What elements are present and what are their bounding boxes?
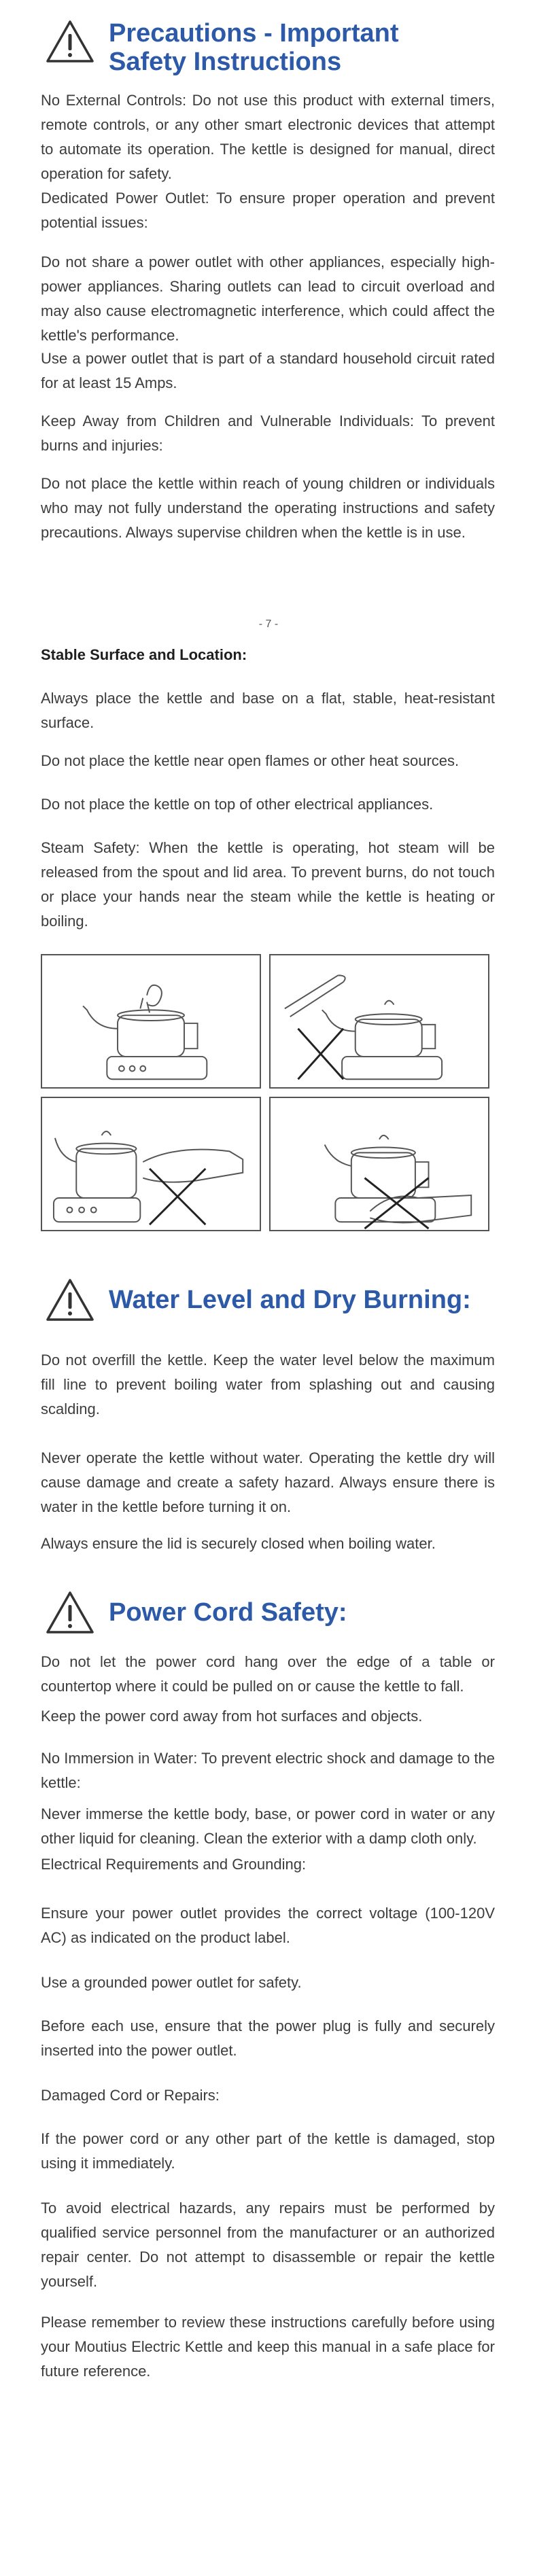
illustration-panel [41,954,261,1089]
paragraph: Steam Safety: When the kettle is operating, hot steam will be released from the spout and lid area. To prevent burns, do not touch or place your hands near the steam while the kettle is heating or boiling. [41,839,495,930]
paragraph: Damaged Cord or Repairs: [41,2087,220,2104]
paragraph: Do not place the kettle on top of other electrical appliances. [41,796,434,813]
illustration-panel [269,1097,489,1231]
warning-triangle-icon [45,1590,95,1635]
paragraph: Keep the power cord away from hot surfaces and objects. [41,1708,423,1725]
paragraph: Dedicated Power Outlet: To ensure proper operation and prevent potential issues: [41,190,495,231]
illustration-panel [269,954,489,1089]
section-title: Water Level and Dry Burning: [109,1286,471,1314]
illustration-panel [41,1097,261,1231]
paragraph: Please remember to review these instructions carefully before using your Moutius Electric Kettle and keep this manual in a safe place for future reference. [41,2314,495,2380]
subheading-stable-surface: Stable Surface and Location: [41,646,247,663]
paragraph: Do not share a power outlet with other appliances, especially high-power appliances. Sharing outlets can lead to circuit overload and may also cause electromagnetic interference, which could affect the kettle's performance. [41,253,495,344]
paragraph: Use a power outlet that is part of a standard household circuit rated for at least 15 Amps. [41,350,495,391]
paragraph: No Immersion in Water: To prevent electric shock and damage to the kettle: [41,1750,495,1791]
paragraph: Before each use, ensure that the power plug is fully and securely inserted into the power outlet. [41,2017,495,2059]
paragraph: Ensure your power outlet provides the correct voltage (100-120V AC) as indicated on the product label. [41,1905,495,1946]
paragraph: Do not overfill the kettle. Keep the water level below the maximum fill line to prevent boiling water from splashing out and causing scalding. [41,1352,495,1417]
paragraph: If the power cord or any other part of the kettle is damaged, stop using it immediately. [41,2130,495,2172]
paragraph: Do not place the kettle near open flames or other heat sources. [41,752,460,769]
paragraph: No External Controls: Do not use this product with external timers, remote controls, or any other smart electronic devices that attempt to automate its operation. The kettle is designed for manual, direct operation for safety. [41,92,495,182]
section-header-precautions [45,19,476,76]
paragraph: Never immerse the kettle body, base, or power cord in water or any other liquid for cleaning. Clean the exterior with a damp cloth only. [41,1805,495,1847]
section-title: Power Cord Safety: [109,1598,347,1627]
kettle-illustration [42,955,260,1087]
paragraph: Do not place the kettle within reach of young children or individuals who may not fully understand the operating instructions and safety precautions. Always supervise children when the kettle is in use. [41,475,495,541]
section-title: Precautions - Important Safety Instructions [109,19,399,76]
kettle-illustration [271,1098,488,1230]
page-number: - 7 - [258,618,279,630]
paragraph: Use a grounded power outlet for safety. [41,1974,302,1991]
paragraph: Do not let the power cord hang over the edge of a table or countertop where it could be pulled on or cause the kettle to fall. [41,1653,495,1695]
section-header-water-level [45,1277,471,1322]
warning-triangle-icon [45,1277,95,1322]
kettle-illustration [42,1098,260,1230]
kettle-illustration [271,955,488,1087]
paragraph: Keep Away from Children and Vulnerable Individuals: To prevent burns and injuries: [41,412,495,454]
section-header-power-cord [45,1590,347,1635]
warning-triangle-icon [45,19,95,64]
paragraph: To avoid electrical hazards, any repairs must be performed by qualified service personnel from the manufacturer or an authorized repair center. Do not attempt to disassemble or repair the kettle yourself. [41,2200,495,2290]
paragraph: Never operate the kettle without water. Operating the kettle dry will cause damage and create a safety hazard. Always ensure there is water in the kettle before turning it on. [41,1449,495,1515]
paragraph: Always place the kettle and base on a flat, stable, heat-resistant surface. [41,690,495,731]
paragraph: Electrical Requirements and Grounding: [41,1856,307,1873]
paragraph: Always ensure the lid is securely closed when boiling water. [41,1535,436,1552]
